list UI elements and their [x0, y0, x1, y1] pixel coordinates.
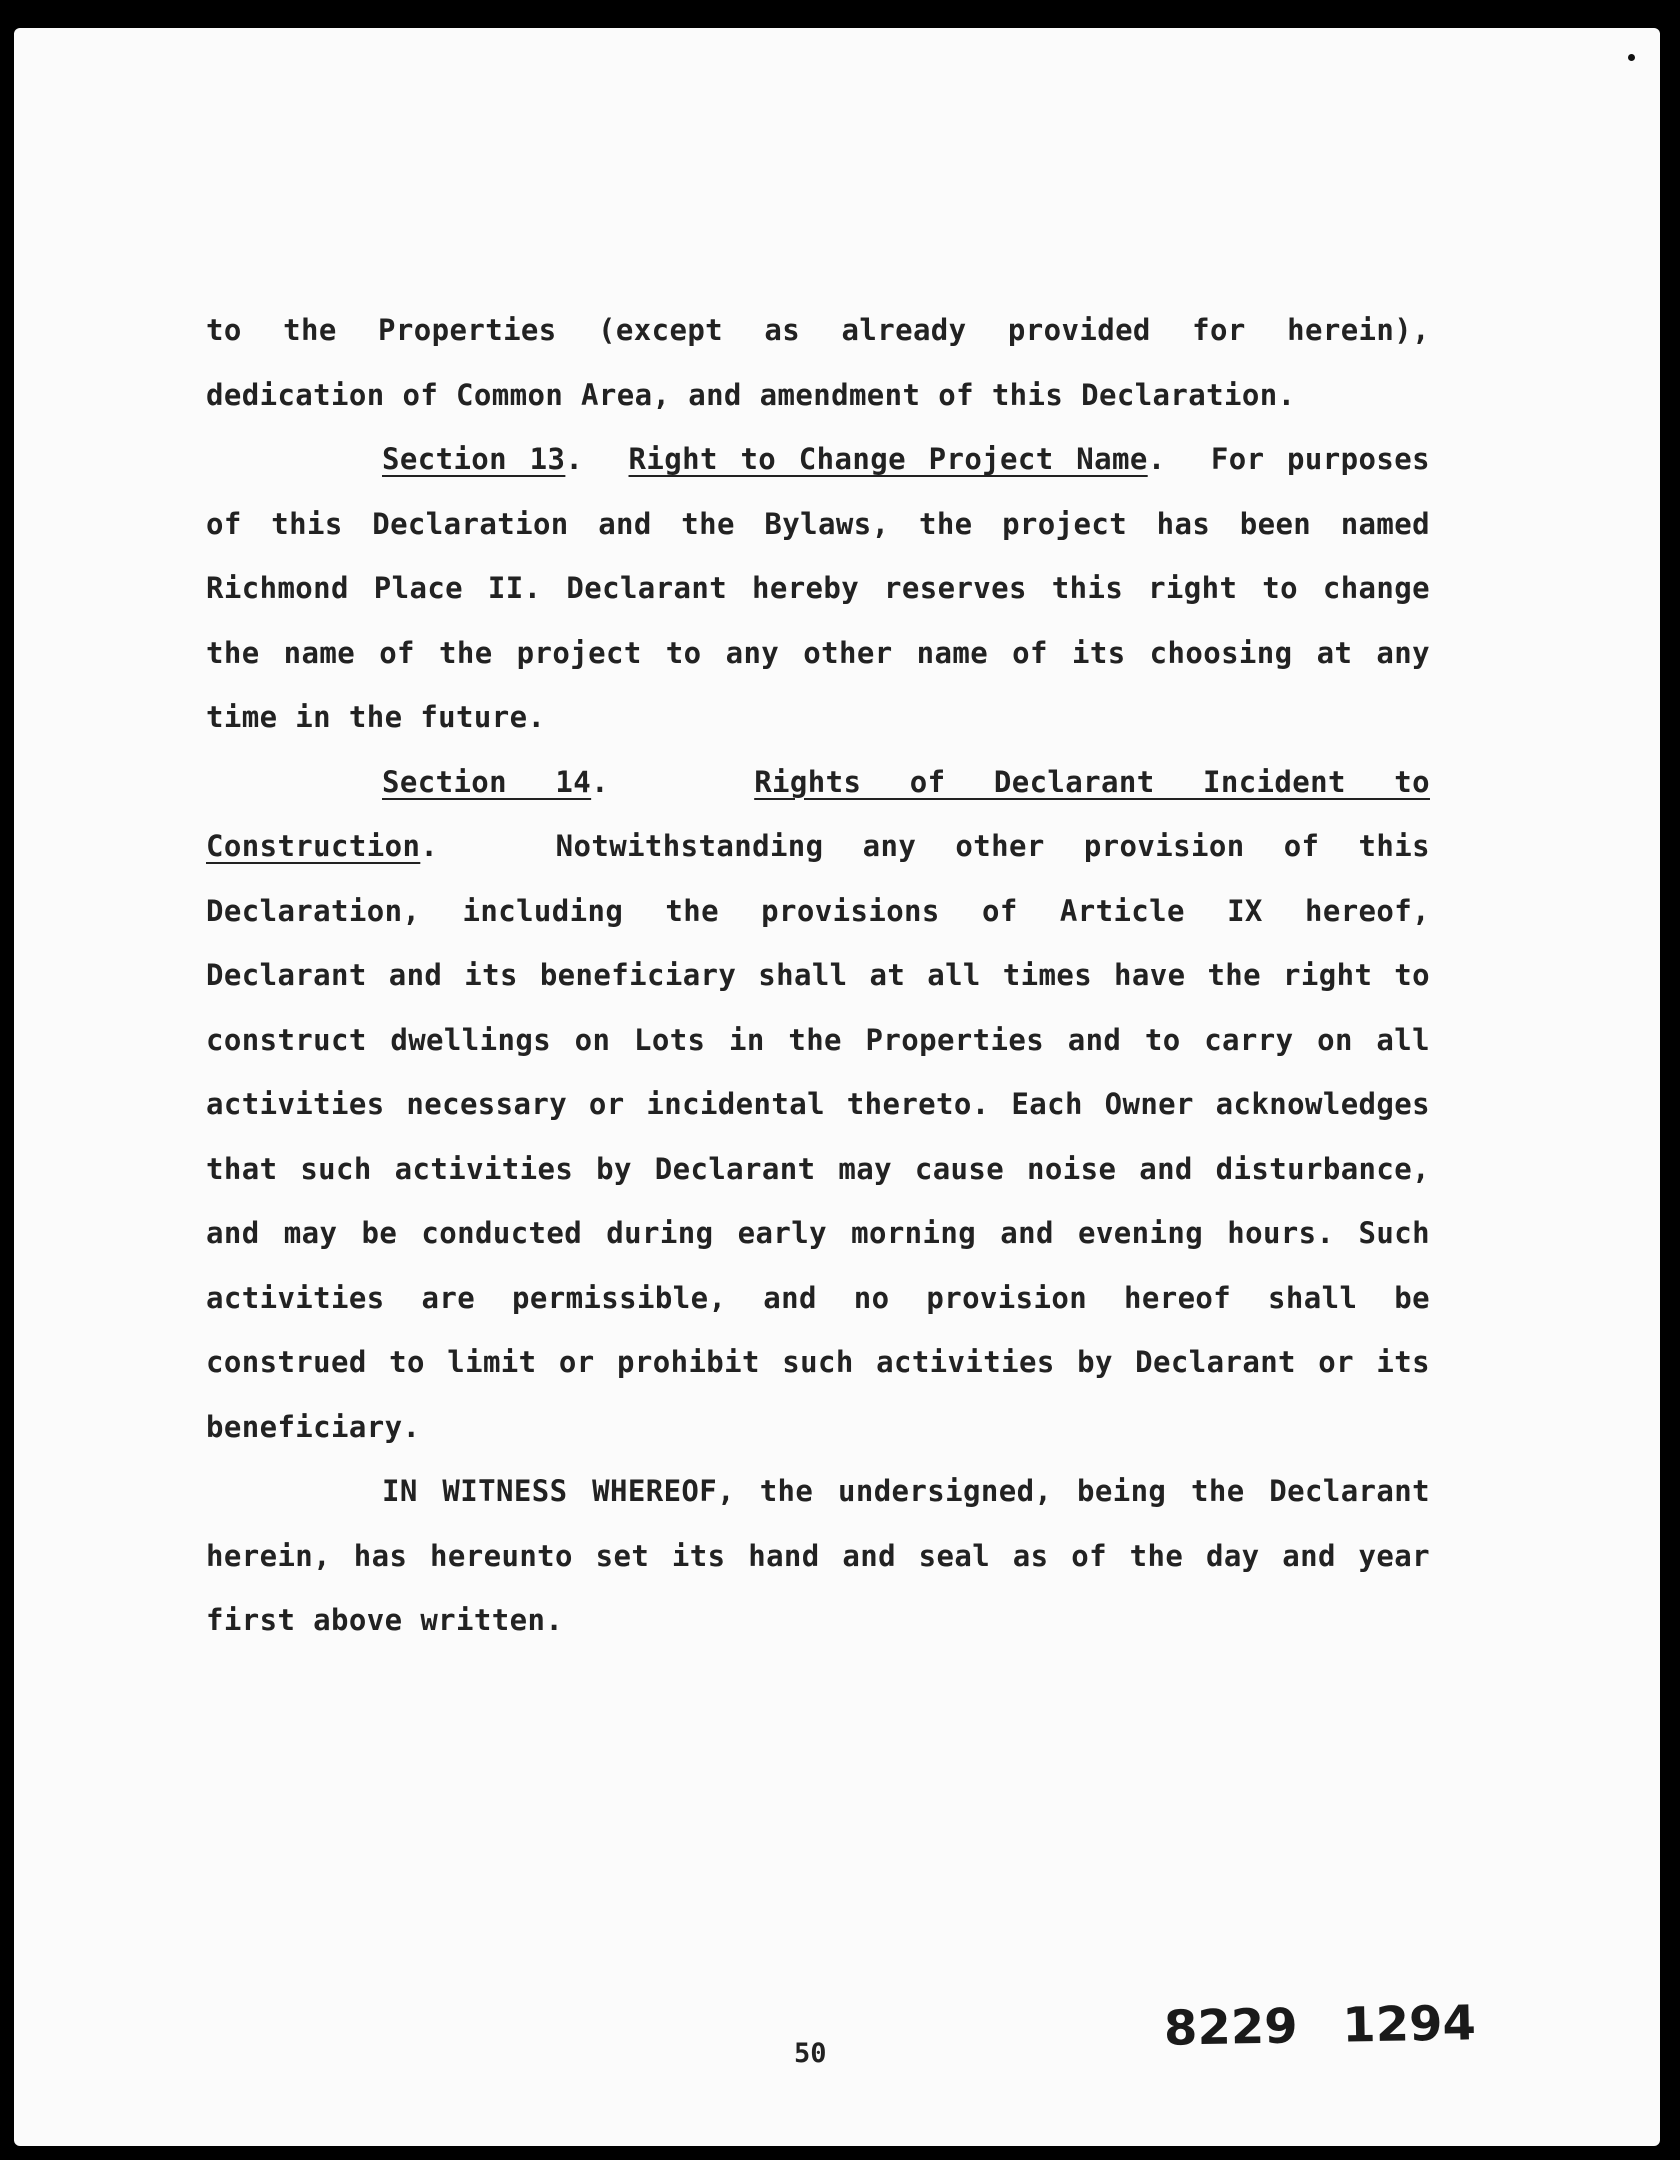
page-number: 50: [794, 2038, 827, 2069]
section-13-body: For purposes of this Declaration and the Bylaws, the project has been named Richmond Place II. Declarant hereby reserves this right to change the name of the project to any other name of its choosing at any time in the future.: [206, 442, 1430, 734]
section-13-paragraph: Section 13. Right to Change Project Name. For purposes of this Declaration and the Bylaws, the project has been named Richmond Place II. Declarant hereby reserves this right to change the name of the project to any other name of its choosing at any time in the future.: [206, 442, 1430, 734]
document-page: [14, 28, 1660, 2146]
scan-speck: [1628, 54, 1635, 61]
section-14-paragraph: Section 14. Rights of Declarant Incident to Construction. Notwithstanding any other provision of this Declaration, including the provisions of Article IX hereof, Declarant and its beneficiary shall at all times have the right to construct dwellings on Lots in the Properties and to carry on all activities necessary or incidental thereto. Each Owner acknowledges that such activities by Declarant may cause noise and disturbance, and may be conducted during early morning and evening hours. Such activities are permissible, and no provision hereof shall be construed to limit or prohibit such activities by Declarant or its beneficiary.: [206, 764, 1430, 1444]
document-code: 8229 1294: [1163, 1995, 1477, 2057]
continuation-paragraph: to the Properties (except as already provided for herein), dedication of Common Area, and amendment of this Declaration.: [206, 313, 1430, 412]
witness-paragraph: IN WITNESS WHEREOF, the undersigned, being the Declarant herein, has hereunto set its hand and seal as of the day and year first above written.: [206, 1474, 1430, 1637]
section-14-body: Notwithstanding any other provision of this Declaration, including the provisions of Article IX hereof, Declarant and its beneficiary shall at all times have the right to construct dwellings on Lots in the Properties and to carry on all activities necessary or incidental thereto. Each Owner acknowledges that such activities by Declarant may cause noise and disturbance, and may be conducted during early morning and evening hours. Such activities are permissible, and no provision hereof shall be construed to limit or prohibit such activities by Declarant or its beneficiary.: [206, 829, 1430, 1444]
section-13-heading: Right to Change Project Name: [628, 442, 1148, 476]
section-13-number: Section 13: [382, 442, 566, 476]
section-14-heading: Rights of Declarant Incident to Construction: [206, 764, 1430, 863]
document-body: [206, 298, 1430, 1653]
section-14-number: Section 14: [382, 764, 592, 799]
